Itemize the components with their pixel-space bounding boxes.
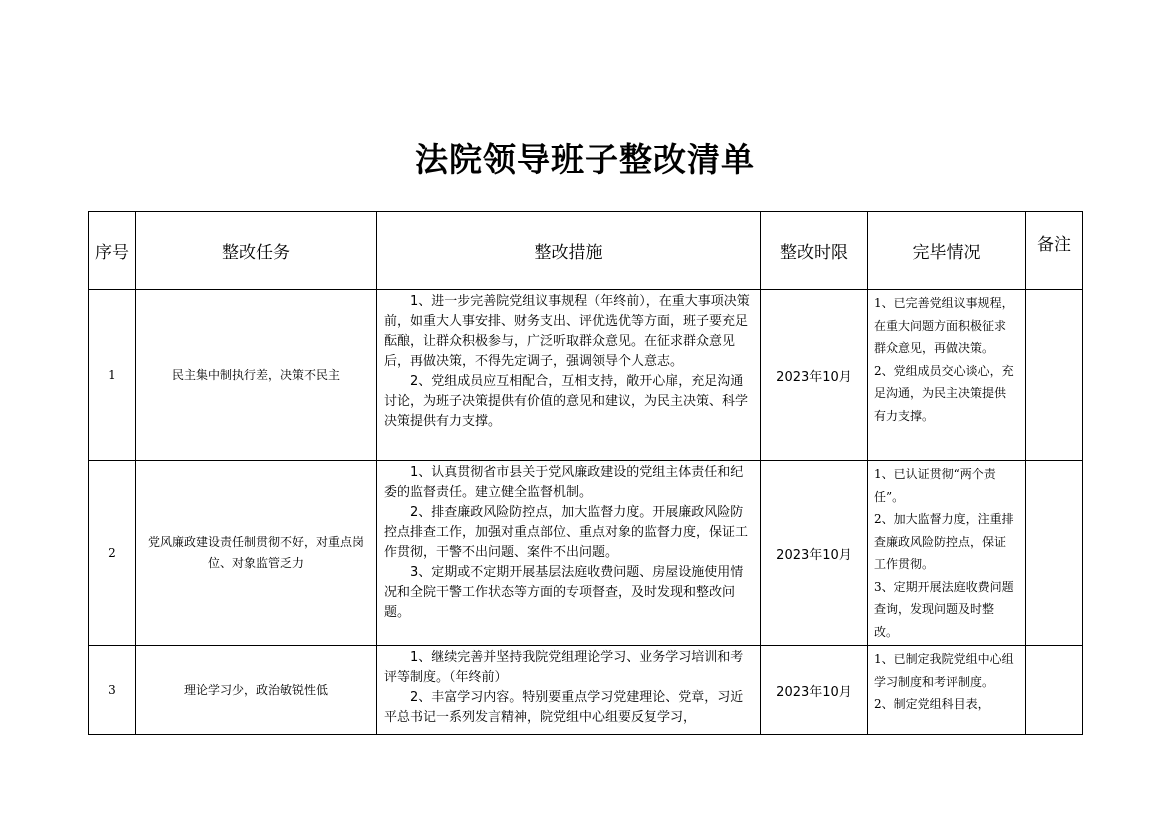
header-measures: 整改措施 [377,212,761,290]
status-item: 2、加大监督力度，注重排查廉政风险防控点，保证工作贯彻。 [874,512,1014,571]
row-status [868,461,1026,646]
measure-item: 1、继续完善并坚持我院党组理论学习、业务学习培训和考评等制度。（年终前） [384,650,744,685]
row-index: 2 [89,461,136,646]
row-task: 理论学习少，政治敏锐性低 [136,646,377,735]
row-status [868,646,1026,735]
row-measures [377,461,761,646]
row-task: 党风廉政建设责任制贯彻不好，对重点岗位、对象监管乏力 [136,461,377,646]
header-note: 备注 [1026,212,1083,290]
status-item: 1、已完善党组议事规程，在重大问题方面积极征求群众意见，再做决策。 [874,296,1014,355]
measure-item: 2、排查廉政风险防控点，加大监督力度。开展廉政风险防控点排查工作，加强对重点部位、重点对象的监督力度，保证工作贯彻，干警不出问题、案件不出问题。 [384,505,749,560]
header-index: 序号 [89,212,136,290]
measure-item: 3、定期或不定期开展基层法庭收费问题、房屋设施使用情况和全院干警工作状态等方面的专项督查，及时发现和整改问题。 [384,565,744,620]
page-title: 法院领导班子整改清单 [415,140,755,179]
row-deadline: 2023年10月 [761,290,868,461]
status-item: 3、定期开展法庭收费问题查询，发现问题及时整改。 [874,579,1014,639]
rectification-table [88,211,1083,735]
status-item: 2、党组成员交心谈心，充足沟通，为民主决策提供有力支撑。 [874,363,1014,423]
row-index: 1 [89,290,136,461]
row-note [1026,646,1083,735]
row-deadline: 2023年10月 [761,646,868,735]
measure-item: 1、进一步完善院党组议事规程（年终前），在重大事项决策前，如重大人事安排、财务支出、评优选优等方面，班子要充足酝酿，让群众积极参与，广泛听取群众意见。在征求群众意见后，再做决策，不得先定调子，强调领导个人意志。 [384,294,750,369]
row-status [868,290,1026,461]
status-item: 1、已制定我院党组中心组学习制度和考评制度。 [874,652,1014,689]
measure-item: 2、丰富学习内容。特别要重点学习党建理论、党章，习近平总书记一系列发言精神，院党组中心组要反复学习， [384,690,744,725]
header-status: 完毕情况 [868,212,1026,290]
row-note [1026,461,1083,646]
measure-item: 2、党组成员应互相配合，互相支持，敞开心扉，充足沟通讨论，为班子决策提供有价值的意见和建议，为民主决策、科学决策提供有力支撑。 [384,374,749,429]
row-deadline: 2023年10月 [761,461,868,646]
row-index: 3 [89,646,136,735]
status-item: 2、制定党组科目表， [874,697,990,711]
row-task: 民主集中制执行差，决策不民主 [136,290,377,461]
status-item: 1、已认证贯彻“两个责任”。 [874,467,996,504]
row-measures [377,646,761,735]
row-measures [377,290,761,461]
row-note [1026,290,1083,461]
table-row [89,646,1083,735]
measure-item: 1、认真贯彻省市县关于党风廉政建设的党组主体责任和纪委的监督责任。建立健全监督机制。 [384,465,744,500]
table-row [89,290,1083,461]
header-row [89,212,1083,290]
header-task: 整改任务 [136,212,377,290]
table-row [89,461,1083,646]
header-deadline: 整改时限 [761,212,868,290]
